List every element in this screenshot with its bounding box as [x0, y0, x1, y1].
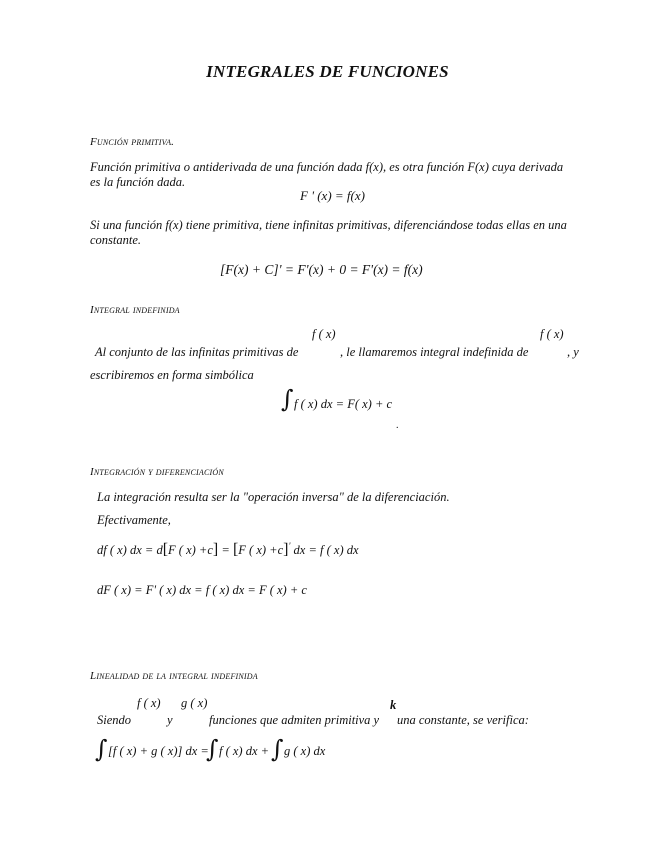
- heading-integral-indefinida: Integral indefinida: [90, 304, 180, 316]
- formula-part-mid1: F ( x) +c: [168, 543, 213, 558]
- math-k: k: [390, 698, 397, 712]
- integral-sign-icon: ∫: [271, 735, 284, 763]
- decorative-dot: .: [396, 420, 399, 431]
- formula-diferencial-integral: [97, 541, 359, 559]
- text-conjunto: Al conjunto de las infinitas primitivas de: [95, 345, 299, 359]
- text-funciones-admiten: funciones que admiten primitiva y: [209, 713, 380, 727]
- paragraph-efectivamente: Efectivamente,: [97, 513, 171, 527]
- formula-part-left: df ( x) dx = d: [97, 543, 163, 558]
- formula-part-right: dx = f ( x) dx: [293, 543, 359, 558]
- formula-linealidad-c: g ( x) dx: [284, 744, 326, 758]
- paragraph-definicion-primitiva: Función primitiva o antiderivada de una función dada f(x), es otra función F(x) cuya derivada es la función dada.: [90, 160, 564, 189]
- integral-sign-icon: ∫: [95, 735, 108, 763]
- text-y-conj: y: [167, 713, 173, 727]
- formula-part-mid2: F ( x) +c: [238, 543, 284, 558]
- integral-sign-icon: ∫: [281, 385, 294, 413]
- paragraph-forma-simbolica: escribiremos en forma simbólica: [90, 368, 254, 382]
- integral-sign-icon: ∫: [206, 735, 219, 763]
- heading-funcion-primitiva: Función primitiva.: [90, 136, 175, 148]
- text-y: , y: [567, 345, 579, 359]
- text-siendo: Siendo: [97, 713, 132, 727]
- formula-equals: =: [221, 543, 230, 558]
- paragraph-conjunto-primitivas: [95, 345, 298, 360]
- math-fx-1: f ( x): [312, 327, 336, 341]
- page-title: INTEGRALES DE FUNCIONES: [206, 62, 449, 81]
- bracket-close-2: ]: [283, 541, 289, 559]
- text-integral-indefinida-de: , le llamaremos integral indefinida de: [340, 345, 529, 359]
- paragraph-operacion-inversa: La integración resulta ser la "operación inversa" de la diferenciación.: [97, 490, 450, 504]
- heading-linealidad: Linealidad de la integral indefinida: [90, 670, 258, 682]
- formula-linealidad-a: [f ( x) + g ( x)] dx =: [108, 744, 209, 758]
- prime-mark: ': [288, 541, 291, 551]
- paragraph-infinitas-primitivas: Si una función f(x) tiene primitiva, tiene infinitas primitivas, diferenciándose todas ellas en una constante.: [90, 218, 567, 247]
- bracket-open-2: [: [232, 541, 239, 559]
- math-fx-2: f ( x): [540, 327, 564, 341]
- formula-derivada: F ' (x) = f(x): [300, 188, 365, 203]
- heading-integracion-diferenciacion: Integración y diferenciación: [90, 466, 224, 478]
- formula-integral-indefinida: f ( x) dx = F( x) + c: [294, 397, 393, 411]
- bracket-close-1: ]: [212, 541, 219, 559]
- text-constante-verifica: una constante, se verifica:: [397, 713, 529, 727]
- math-fx: f ( x): [137, 696, 161, 710]
- math-gx: g ( x): [181, 696, 208, 710]
- formula-constante: [F(x) + C]' = F'(x) + 0 = F'(x) = f(x): [220, 262, 423, 277]
- bracket-open-1: [: [162, 541, 169, 559]
- formula-dF: dF ( x) = F' ( x) dx = f ( x) dx = F ( x) + c: [97, 583, 307, 597]
- formula-linealidad-b: f ( x) dx +: [219, 744, 270, 758]
